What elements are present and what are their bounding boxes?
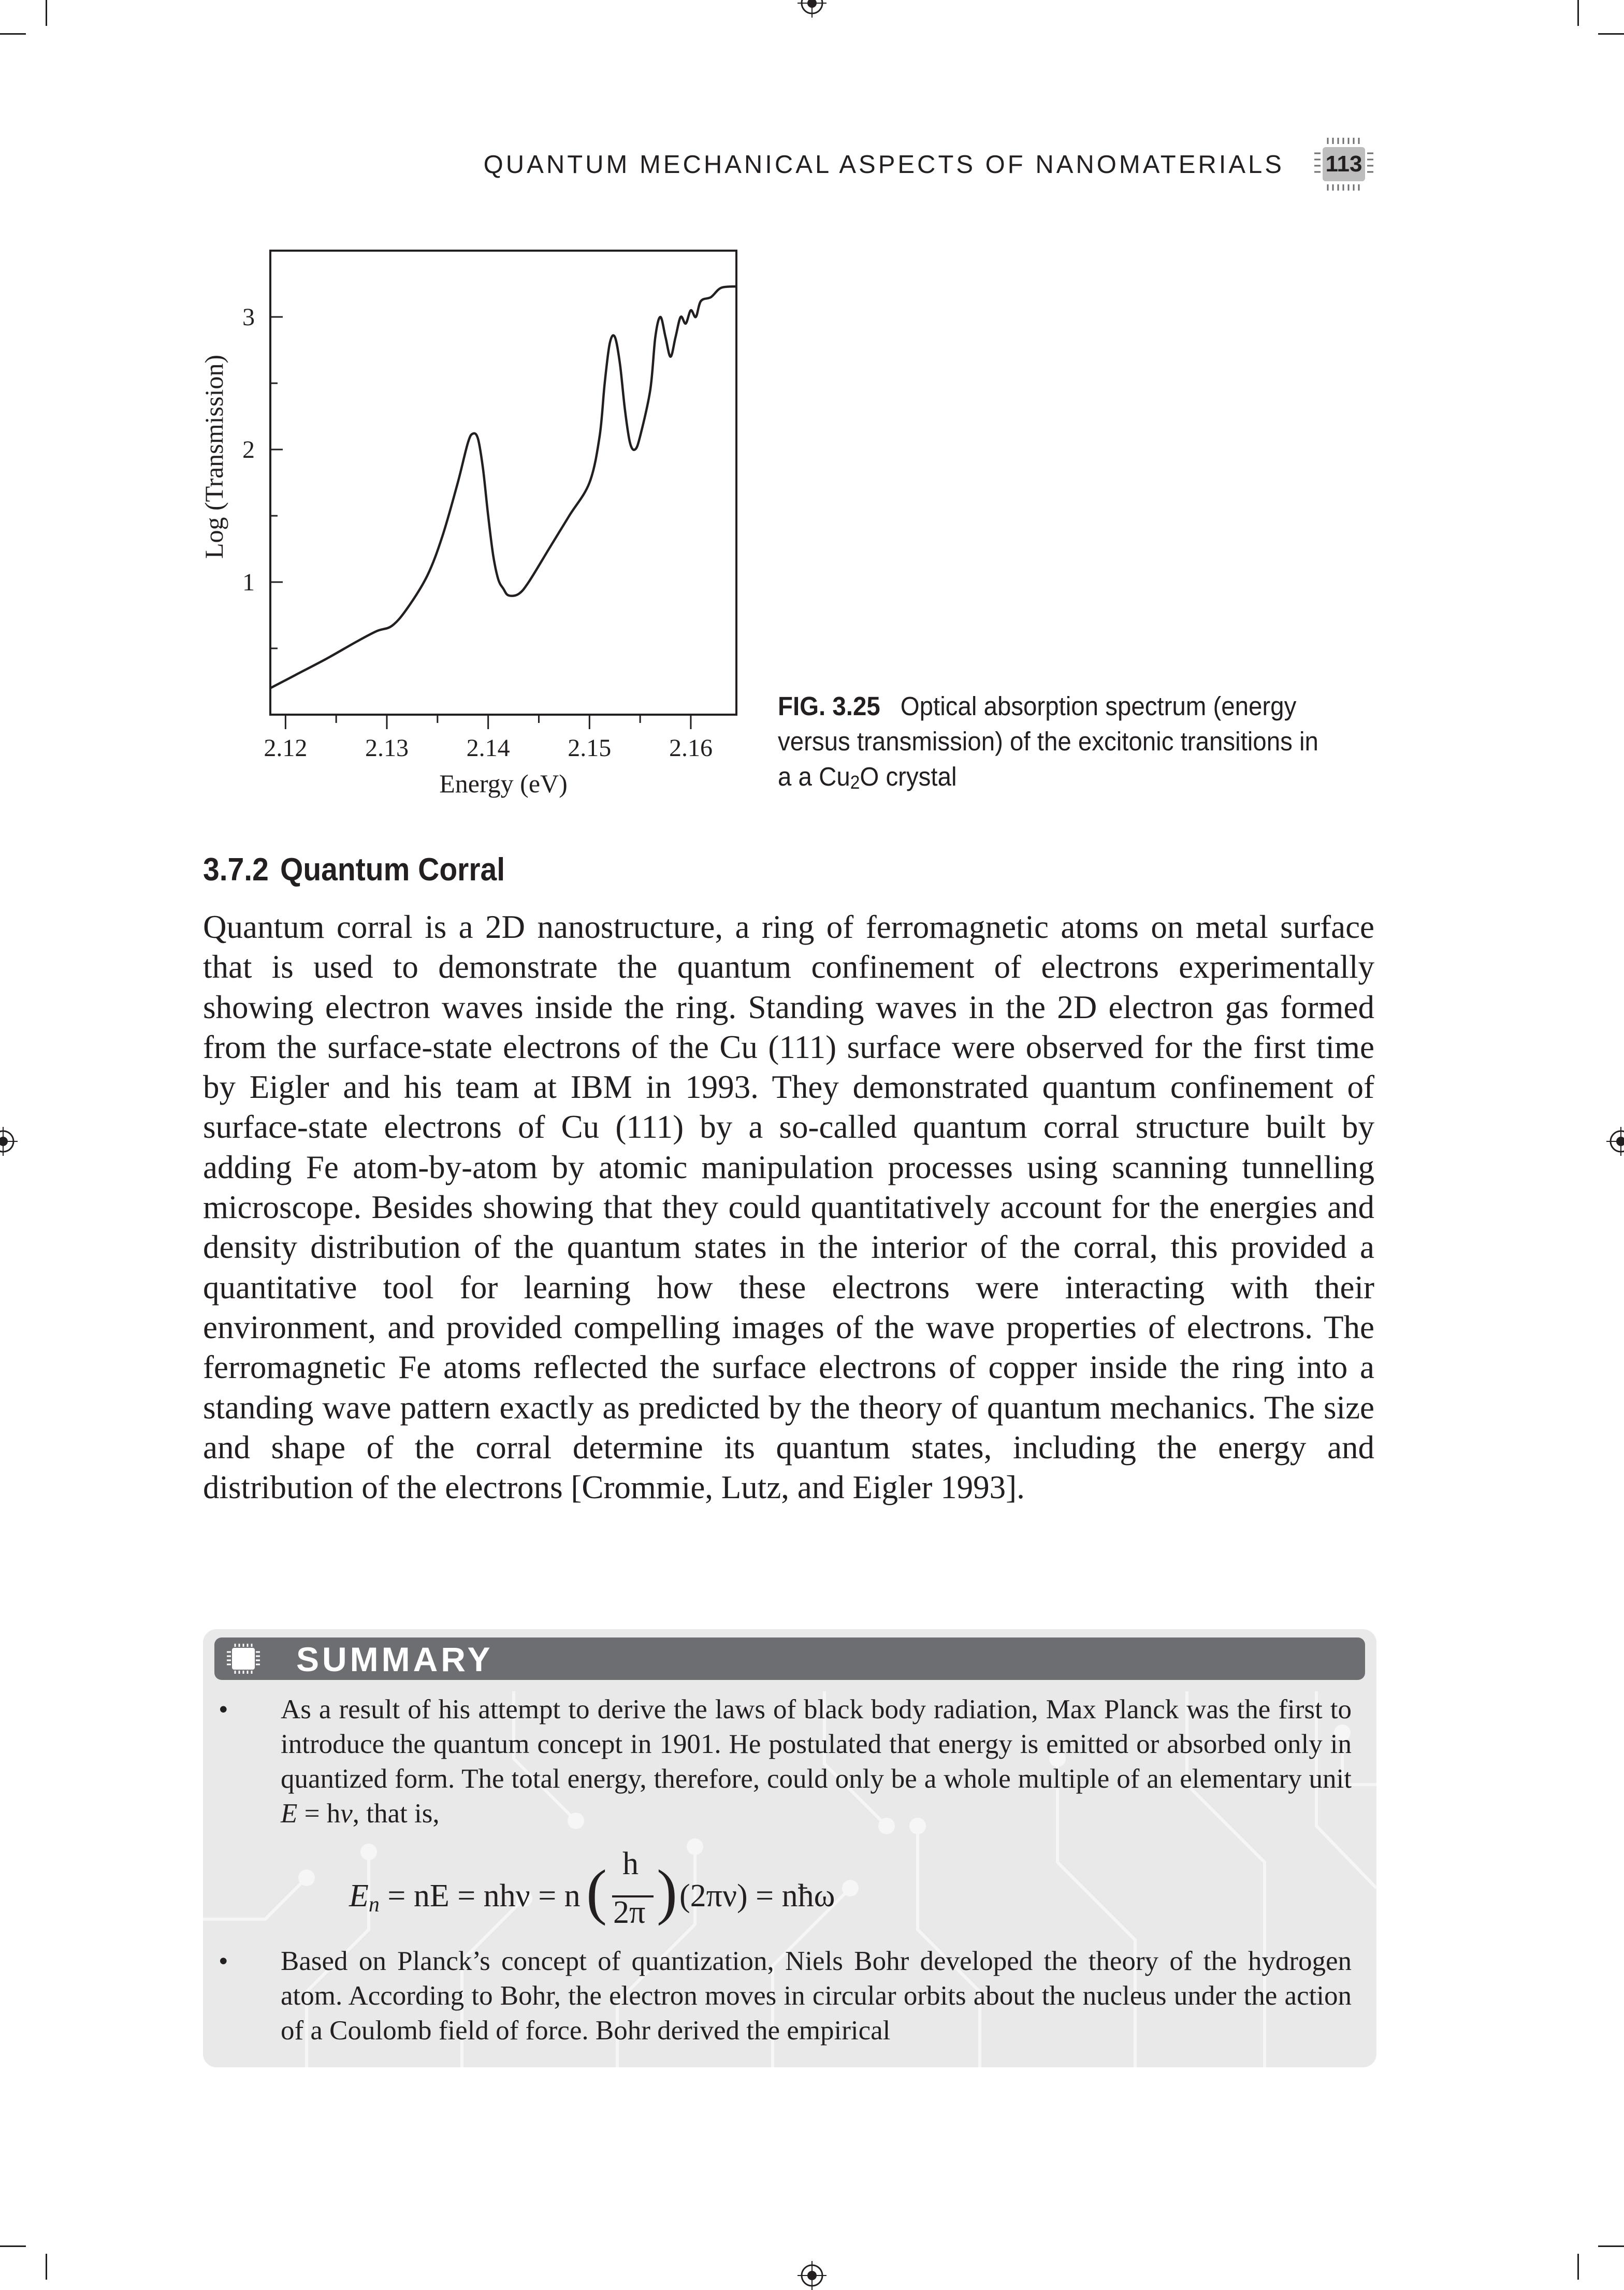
x-tick-label: 2.15	[568, 734, 612, 762]
summary-title: SUMMARY	[296, 1640, 494, 1678]
bullet-1: •	[219, 1694, 228, 1724]
summary-item-1-text: As a result of his attempt to derive the laws of black body radiation, Max Planck was the first to introduce the quantum concept in 1901. He postulated that energy is emitted or absorbed only in quantized form. The total energy, therefore, could only be a whole multiple of an elementary unit	[281, 1694, 1352, 1794]
summary-item-2: Based on Planck’s concept of quantization, Niels Bohr developed the theory of the hydrogen atom. According to Bohr, the electron moves in circular orbits about the nucleus under the action of a Coulomb field of force. Bohr derived the empirical	[281, 1946, 1352, 2046]
caption-subscript: 2	[850, 772, 860, 793]
registration-mark-left	[0, 1127, 18, 1156]
section-number: 3.7.2	[203, 852, 269, 888]
running-header: QUANTUM MECHANICAL ASPECTS OF NANOMATERIALS	[483, 151, 1284, 179]
plot-frame	[270, 251, 736, 715]
summary-item-1-E: E	[281, 1799, 298, 1829]
caption-text: Optical absorption spectrum (energy versus transmission) of the excitonic transitions in a a Cu	[778, 691, 1318, 791]
x-tick-label: 2.13	[365, 734, 409, 762]
page-number-chip	[1313, 136, 1375, 193]
summary-title-bar	[214, 1637, 1365, 1680]
planck-equation	[349, 1846, 1074, 1944]
registration-mark-right	[1606, 1127, 1624, 1156]
eq-part-2: (2πν) = nħω	[679, 1878, 835, 1914]
crop-mark-bottom-left-h	[0, 2245, 26, 2247]
eq-fraction-numerator: h	[622, 1846, 639, 1881]
registration-mark-bottom	[798, 2261, 827, 2290]
page-number: 113	[1323, 147, 1365, 181]
section-heading	[203, 851, 505, 888]
x-tick-label: 2.12	[264, 734, 308, 762]
figure-label: FIG. 3.25	[778, 691, 880, 721]
y-tick-label: 3	[242, 303, 255, 331]
eq-paren-open: (	[586, 1857, 607, 1926]
crop-mark-top-left-v	[46, 0, 47, 26]
registration-mark-top	[798, 0, 827, 18]
summary-item-1-nu: ν	[340, 1799, 353, 1829]
absorption-spectrum-chart	[197, 243, 751, 818]
summary-item-1-mid: = h	[297, 1799, 341, 1829]
section-title: Quantum Corral	[280, 852, 505, 888]
figure-caption	[778, 689, 1332, 800]
transmission-curve	[270, 286, 736, 688]
bullet-2: •	[219, 1946, 228, 1976]
y-axis-label: Log (Transmission)	[199, 354, 228, 559]
eq-paren-close: )	[657, 1857, 677, 1926]
crop-mark-bottom-right-v	[1577, 2254, 1579, 2280]
y-tick-label: 1	[242, 569, 255, 596]
crop-mark-bottom-left-v	[46, 2254, 47, 2280]
section-paragraph: Quantum corral is a 2D nanostructure, a ring of ferromagnetic atoms on metal surface that is used to demonstrate the quantum confinement of electrons experimentally showing electron waves inside the ring. Standing waves in the 2D electron gas formed from the surface-state electrons of the Cu (111) surface were observed for the first time by Eigler and his team at IBM in 1993. They demonstrated quantum confinement of surface-state electrons of Cu (111) by a so-called quantum corral structure built by adding Fe atom-by-atom by atomic manipulation processes using scanning tunnelling microscope. Besides showing that they could quantitatively account for the energies and density distribution of the quantum states in the interior of the corral, this provided a quantitative tool for learning how these electrons were interacting with their environment, and provided compelling images of the wave properties of electrons. The ferromagnetic Fe atoms reflected the surface electrons of copper inside the ring into a standing wave pattern exactly as predicted by the theory of quantum mechanics. The size and shape of the corral determine its quantum states, including the energy and distribution of the electrons [Crommie, Lutz, and Eigler 1993].	[203, 909, 1374, 1506]
eq-fraction-denominator: 2π	[613, 1895, 646, 1930]
x-tick-label: 2.14	[466, 734, 510, 762]
crop-mark-top-left-h	[0, 33, 26, 35]
x-axis-label: Energy (eV)	[439, 769, 568, 798]
caption-text-end: O crystal	[860, 762, 957, 791]
eq-subscript-n: n	[368, 1893, 380, 1917]
summary-item-1-end: , that is,	[352, 1799, 440, 1829]
y-tick-label: 2	[242, 436, 255, 463]
eq-E: E	[349, 1878, 369, 1914]
crop-mark-bottom-right-h	[1598, 2245, 1624, 2247]
x-tick-label: 2.16	[669, 734, 713, 762]
summary-box	[203, 1629, 1376, 2067]
summary-item-1	[281, 1692, 1352, 1831]
chip-icon	[225, 1643, 262, 1675]
crop-mark-top-right-v	[1577, 0, 1579, 26]
eq-part-1: = nE = nhν = n	[379, 1878, 581, 1914]
crop-mark-top-right-h	[1598, 33, 1624, 35]
